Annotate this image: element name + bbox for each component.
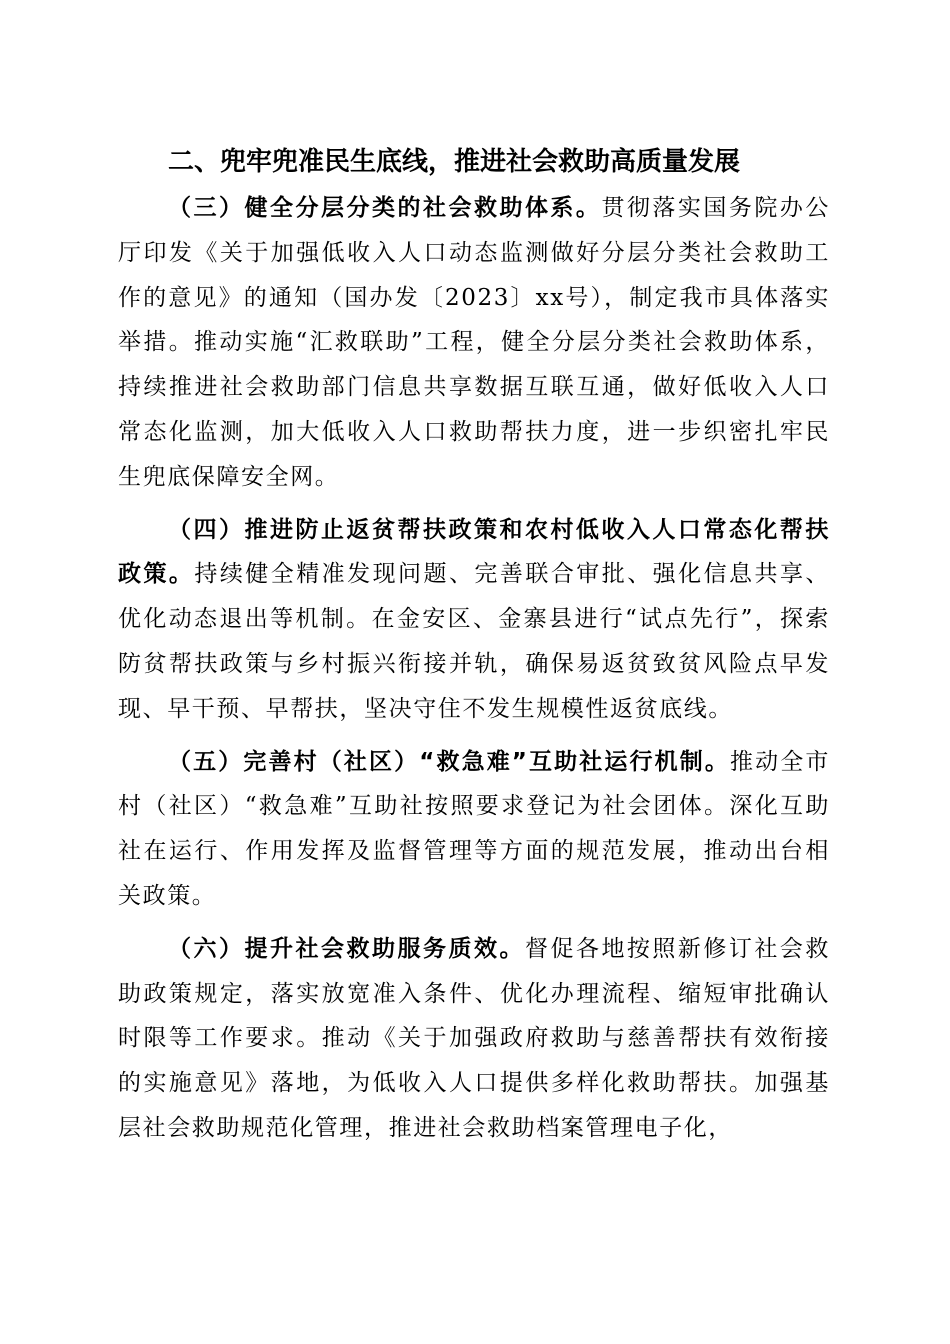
paragraph-5 (118, 740, 830, 919)
paragraph-3 (118, 186, 830, 500)
paragraph-5-title: （五）完善村（社区）“救急难”互助社运行机制。 (168, 748, 731, 775)
paragraph-6 (118, 927, 830, 1151)
paragraph-5-text: 推动全市村（社区）“救急难”互助社按照要求登记为社会团体。深化互助社在运行、作用发挥及监督管理等方面的规范发展，推动出台相关政策。 (118, 748, 830, 909)
document-body (118, 140, 830, 1151)
paragraph-3-text: 贯彻落实国务院办公厅印发《关于加强低收入人口动态监测做好分层分类社会救助工作的意见》的通知（国办发〔2023〕xx号），制定我市具体落实举措。推动实施“汇救联助”工程，健全分层分类社会救助体系，持续推进社会救助部门信息共享数据互联互通，做好低收入人口常态化监测，加大低收入人口救助帮扶力度，进一步织密扎牢民生兜底保障安全网。 (118, 195, 831, 490)
section-heading: 二、兜牢兜准民生底线，推进社会救助高质量发展 (168, 147, 741, 177)
paragraph-3-title: （三）健全分层分类的社会救助体系。 (168, 195, 602, 221)
paragraph-6-text: 督促各地按照新修订社会救助政策规定，落实放宽准入条件、优化办理流程、缩短审批确认时限等工作要求。推动《关于加强政府救助与慈善帮扶有效衔接的实施意见》落地，为低收入人口提供多样化救助帮扶。加强基层社会救助规范化管理，推进社会救助档案管理电子化， (118, 935, 831, 1141)
paragraph-4-text: 持续健全精准发现问题、完善联合审批、强化信息共享、优化动态退出等机制。在金安区、金寨县进行“试点先行”，探索防贫帮扶政策与乡村振兴衔接并轨，确保易返贫致贫风险点早发现、早干预、早帮扶，坚决守住不发生规模性返贫底线。 (118, 561, 831, 722)
paragraph-4-title: （四）推进防止返贫帮扶政策和农村低收入人口常态化帮扶政策。 (118, 516, 830, 588)
paragraph-4 (118, 508, 830, 732)
paragraph-6-title: （六）提升社会救助服务质效。 (168, 935, 525, 962)
